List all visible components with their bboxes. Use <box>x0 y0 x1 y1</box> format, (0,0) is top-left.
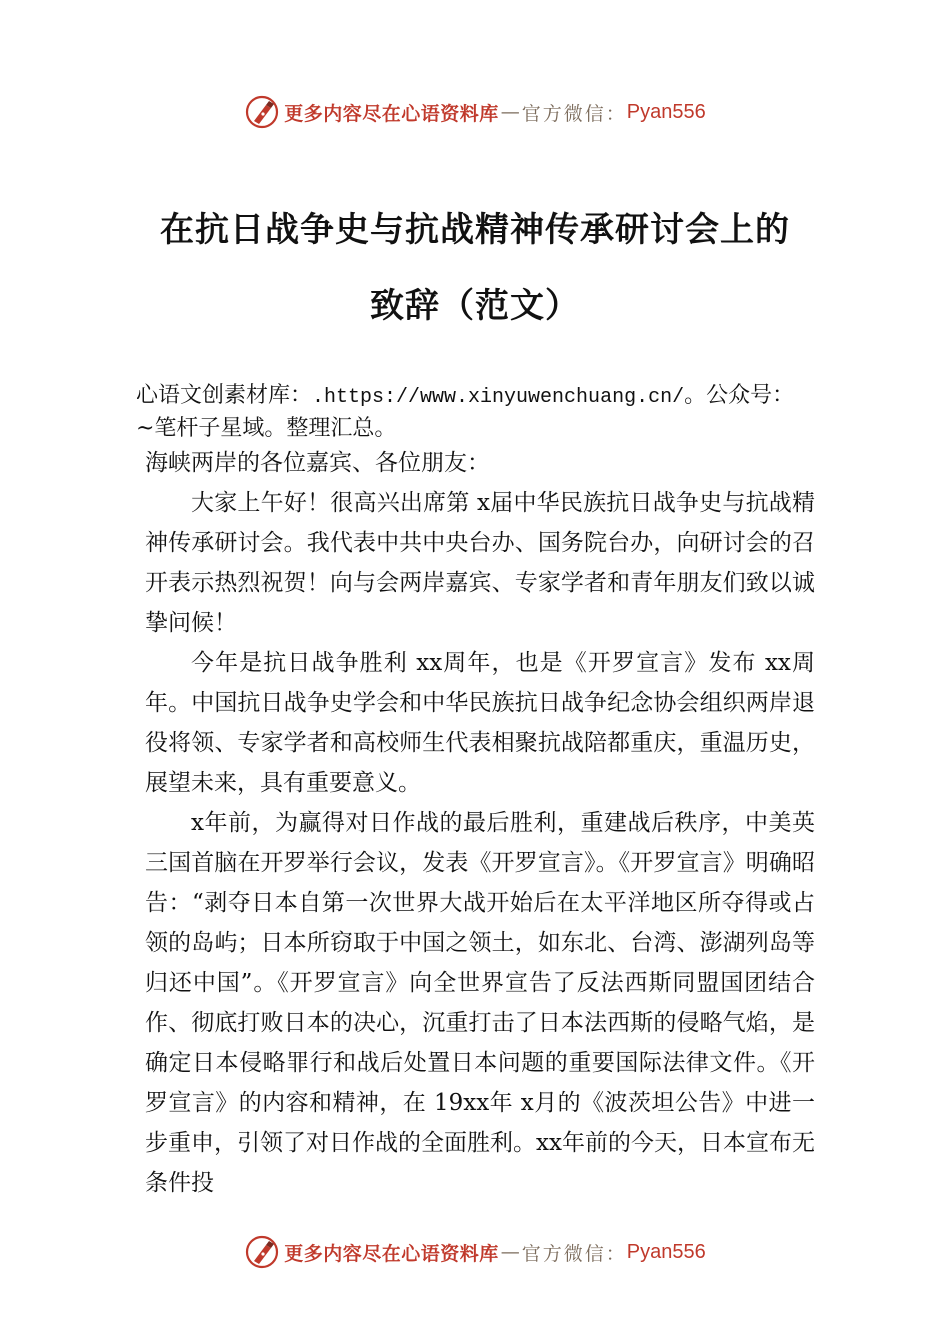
body-paragraph-2: 今年是抗日战争胜利 xx周年，也是《开罗宣言》发布 xx周年。中国抗日战争史学会和中华民族抗日战争纪念协会组织两岸退役将领、专家学者和高校师生代表相聚抗战陪都重庆，重温历史，展望未来，具有重要意义。 <box>145 650 815 796</box>
footer-banner <box>0 1232 950 1272</box>
greeting-paragraph: 海峡两岸的各位嘉宾、各位朋友： <box>145 450 490 476</box>
source-prefix: 心语文创素材库： <box>136 383 313 408</box>
source-note-line-2: ~笔杆子星域。整理汇总。 <box>136 416 397 441</box>
document-title-line-1: 在抗日战争史与抗战精神传承研讨会上的 <box>160 210 790 250</box>
pen-nib-circle-icon <box>244 1234 280 1270</box>
document-title-line-2: 致辞（范文） <box>370 286 580 326</box>
source-note <box>136 380 856 444</box>
body-paragraph-1: 大家上午好！很高兴出席第 x届中华民族抗日战争史与抗战精神传承研讨会。我代表中共中央台办、国务院台办，向研讨会的召开表示热烈祝贺！向与会两岸嘉宾、专家学者和青年朋友们致以诚挚问候！ <box>145 490 815 636</box>
source-suffix: 。公众号： <box>684 383 795 408</box>
banner-wechat-label: 官方微信： <box>521 102 627 125</box>
header-banner <box>0 92 950 132</box>
banner-wechat-id: Pyan556 <box>626 100 706 123</box>
source-note-line-1 <box>136 380 856 413</box>
footer-wechat-label: 官方微信： <box>521 1242 627 1265</box>
pen-nib-circle-icon <box>244 94 280 130</box>
banner-brand-text: 更多内容尽在心语资料库 <box>284 102 499 125</box>
footer-brand-text: 更多内容尽在心语资料库 <box>284 1242 499 1265</box>
footer-wechat-id: Pyan556 <box>626 1240 706 1263</box>
banner-dash: — <box>500 101 520 123</box>
document-body <box>145 443 815 1203</box>
source-url: .https://www.xinyuwenchuang.cn/ <box>312 386 685 409</box>
footer-dash: — <box>500 1241 520 1263</box>
body-paragraph-3: x年前，为赢得对日作战的最后胜利，重建战后秩序，中美英三国首脑在开罗举行会议，发表《开罗宣言》。《开罗宣言》明确昭告：“剥夺日本自第一次世界大战开始后在太平洋地区所夺得或占领的岛屿；日本所窃取于中国之领土，如东北、台湾、澎湖列岛等归还中国”。《开罗宣言》向全世界宣告了反法西斯同盟国团结合作、彻底打败日本的决心，沉重打击了日本法西斯的侵略气焰，是确定日本侵略罪行和战后处置日本问题的重要国际法律文件。《开罗宣言》的内容和精神，在 19xx年 x月的《波茨坦公告》中进一步重申，引领了对日作战的全面胜利。xx年前的今天，日本宣布无条件投 <box>145 810 815 1196</box>
